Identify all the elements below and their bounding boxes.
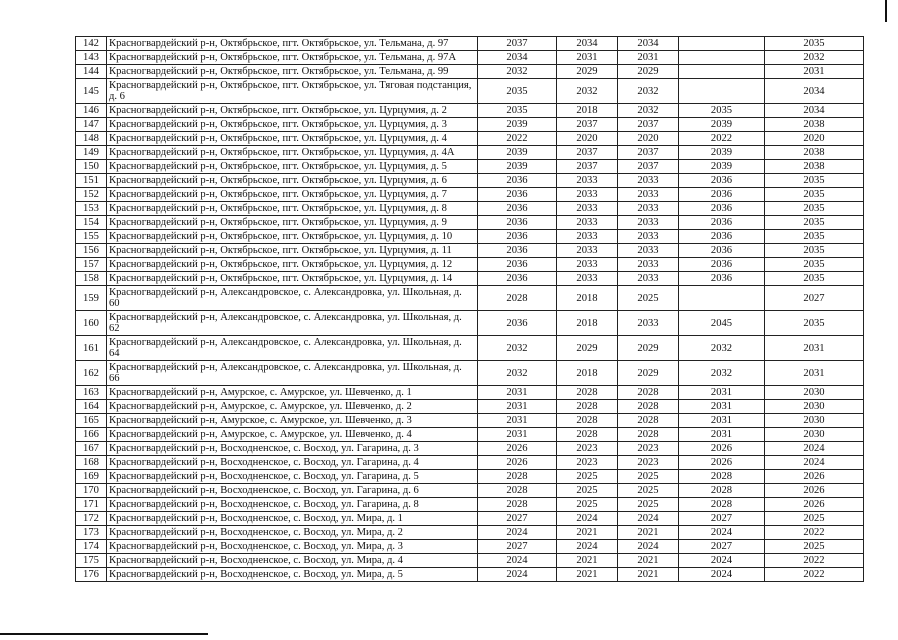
page-edge-line — [885, 0, 887, 22]
row-number: 162 — [76, 361, 107, 386]
year-col-4: 2036 — [679, 174, 765, 188]
row-number: 153 — [76, 202, 107, 216]
year-col-1: 2028 — [478, 498, 557, 512]
row-number: 157 — [76, 258, 107, 272]
year-col-4: 2036 — [679, 258, 765, 272]
row-number: 170 — [76, 484, 107, 498]
address-cell: Красногвардейский р-н, Александровское, с. Александровка, ул. Школьная, д. 60 — [107, 286, 478, 311]
year-col-1: 2026 — [478, 442, 557, 456]
year-col-2: 2028 — [557, 400, 618, 414]
year-col-3: 2037 — [618, 146, 679, 160]
year-col-2: 2037 — [557, 146, 618, 160]
row-number: 144 — [76, 65, 107, 79]
year-col-5: 2022 — [765, 554, 864, 568]
year-col-4: 2028 — [679, 470, 765, 484]
year-col-1: 2036 — [478, 202, 557, 216]
table-row — [76, 79, 864, 104]
year-col-2: 2025 — [557, 484, 618, 498]
year-col-1: 2032 — [478, 336, 557, 361]
year-col-5: 2031 — [765, 336, 864, 361]
year-col-4: 2022 — [679, 132, 765, 146]
address-cell: Красногвардейский р-н, Амурское, с. Амурское, ул. Шевченко, д. 4 — [107, 428, 478, 442]
row-number: 173 — [76, 526, 107, 540]
year-col-3: 2023 — [618, 456, 679, 470]
row-number: 168 — [76, 456, 107, 470]
buildings-schedule-table — [75, 36, 864, 582]
row-number: 147 — [76, 118, 107, 132]
year-col-5: 2035 — [765, 216, 864, 230]
year-col-5: 2032 — [765, 51, 864, 65]
address-cell: Красногвардейский р-н, Октябрьское, пгт. Октябрьское, ул. Цурцумия, д. 12 — [107, 258, 478, 272]
year-col-4 — [679, 286, 765, 311]
year-col-1: 2027 — [478, 540, 557, 554]
year-col-4 — [679, 65, 765, 79]
table-row — [76, 512, 864, 526]
year-col-3: 2025 — [618, 498, 679, 512]
year-col-2: 2021 — [557, 554, 618, 568]
address-cell: Красногвардейский р-н, Октябрьское, пгт. Октябрьское, ул. Цурцумия, д. 4 — [107, 132, 478, 146]
table-row — [76, 51, 864, 65]
year-col-5: 2035 — [765, 311, 864, 336]
year-col-2: 2034 — [557, 37, 618, 51]
table-row — [76, 258, 864, 272]
footer-rule — [0, 633, 208, 635]
row-number: 156 — [76, 244, 107, 258]
year-col-2: 2018 — [557, 286, 618, 311]
year-col-2: 2018 — [557, 311, 618, 336]
year-col-1: 2039 — [478, 146, 557, 160]
year-col-1: 2036 — [478, 174, 557, 188]
year-col-4: 2032 — [679, 361, 765, 386]
year-col-1: 2028 — [478, 484, 557, 498]
year-col-4: 2039 — [679, 118, 765, 132]
year-col-1: 2035 — [478, 104, 557, 118]
table-row — [76, 244, 864, 258]
table-row — [76, 470, 864, 484]
year-col-2: 2033 — [557, 230, 618, 244]
year-col-4: 2024 — [679, 526, 765, 540]
row-number: 171 — [76, 498, 107, 512]
year-col-2: 2020 — [557, 132, 618, 146]
table-row — [76, 442, 864, 456]
address-cell: Красногвардейский р-н, Октябрьское, пгт. Октябрьское, ул. Цурцумия, д. 6 — [107, 174, 478, 188]
year-col-1: 2037 — [478, 37, 557, 51]
year-col-4: 2036 — [679, 230, 765, 244]
year-col-5: 2030 — [765, 414, 864, 428]
year-col-2: 2033 — [557, 188, 618, 202]
table-row — [76, 526, 864, 540]
year-col-3: 2024 — [618, 512, 679, 526]
year-col-3: 2033 — [618, 188, 679, 202]
year-col-1: 2028 — [478, 470, 557, 484]
year-col-1: 2036 — [478, 216, 557, 230]
year-col-3: 2033 — [618, 174, 679, 188]
year-col-1: 2024 — [478, 526, 557, 540]
table-row — [76, 37, 864, 51]
year-col-5: 2031 — [765, 65, 864, 79]
year-col-2: 2025 — [557, 498, 618, 512]
address-cell: Красногвардейский р-н, Октябрьское, пгт. Октябрьское, ул. Цурцумия, д. 2 — [107, 104, 478, 118]
table-row — [76, 568, 864, 582]
table-row — [76, 174, 864, 188]
address-cell: Красногвардейский р-н, Октябрьское, пгт. Октябрьское, ул. Тяговая подстанция, д. 6 — [107, 79, 478, 104]
year-col-5: 2035 — [765, 230, 864, 244]
year-col-1: 2027 — [478, 512, 557, 526]
year-col-1: 2031 — [478, 414, 557, 428]
address-cell: Красногвардейский р-н, Восходненское, с. Восход, ул. Мира, д. 2 — [107, 526, 478, 540]
address-cell: Красногвардейский р-н, Восходненское, с. Восход, ул. Мира, д. 5 — [107, 568, 478, 582]
year-col-3: 2032 — [618, 104, 679, 118]
year-col-5: 2022 — [765, 526, 864, 540]
year-col-3: 2034 — [618, 37, 679, 51]
year-col-4: 2035 — [679, 104, 765, 118]
year-col-5: 2030 — [765, 386, 864, 400]
row-number: 154 — [76, 216, 107, 230]
year-col-5: 2035 — [765, 258, 864, 272]
row-number: 148 — [76, 132, 107, 146]
address-cell: Красногвардейский р-н, Восходненское, с. Восход, ул. Гагарина, д. 5 — [107, 470, 478, 484]
table-row — [76, 160, 864, 174]
year-col-4: 2031 — [679, 414, 765, 428]
year-col-4: 2036 — [679, 188, 765, 202]
year-col-2: 2028 — [557, 414, 618, 428]
year-col-3: 2033 — [618, 311, 679, 336]
year-col-5: 2038 — [765, 160, 864, 174]
year-col-1: 2022 — [478, 132, 557, 146]
year-col-2: 2028 — [557, 428, 618, 442]
year-col-4: 2028 — [679, 484, 765, 498]
year-col-1: 2036 — [478, 230, 557, 244]
year-col-2: 2033 — [557, 244, 618, 258]
address-cell: Красногвардейский р-н, Октябрьское, пгт. Октябрьское, ул. Цурцумия, д. 3 — [107, 118, 478, 132]
table-row — [76, 146, 864, 160]
year-col-3: 2025 — [618, 470, 679, 484]
year-col-4: 2032 — [679, 336, 765, 361]
table-row — [76, 202, 864, 216]
year-col-1: 2028 — [478, 286, 557, 311]
year-col-5: 2024 — [765, 442, 864, 456]
year-col-3: 2020 — [618, 132, 679, 146]
address-cell: Красногвардейский р-н, Александровское, с. Александровка, ул. Школьная, д. 64 — [107, 336, 478, 361]
year-col-3: 2029 — [618, 65, 679, 79]
year-col-1: 2031 — [478, 428, 557, 442]
year-col-3: 2021 — [618, 568, 679, 582]
year-col-5: 2034 — [765, 79, 864, 104]
year-col-3: 2033 — [618, 202, 679, 216]
year-col-3: 2021 — [618, 554, 679, 568]
row-number: 152 — [76, 188, 107, 202]
year-col-2: 2021 — [557, 526, 618, 540]
row-number: 169 — [76, 470, 107, 484]
table-row — [76, 428, 864, 442]
row-number: 155 — [76, 230, 107, 244]
year-col-3: 2033 — [618, 230, 679, 244]
row-number: 143 — [76, 51, 107, 65]
year-col-2: 2037 — [557, 118, 618, 132]
address-cell: Красногвардейский р-н, Октябрьское, пгт. Октябрьское, ул. Цурцумия, д. 11 — [107, 244, 478, 258]
address-cell: Красногвардейский р-н, Амурское, с. Амурское, ул. Шевченко, д. 3 — [107, 414, 478, 428]
year-col-2: 2029 — [557, 336, 618, 361]
year-col-3: 2029 — [618, 361, 679, 386]
year-col-5: 2027 — [765, 286, 864, 311]
year-col-1: 2024 — [478, 568, 557, 582]
year-col-2: 2032 — [557, 79, 618, 104]
year-col-2: 2021 — [557, 568, 618, 582]
table-row — [76, 286, 864, 311]
table-row — [76, 400, 864, 414]
year-col-5: 2026 — [765, 498, 864, 512]
year-col-4: 2036 — [679, 272, 765, 286]
row-number: 167 — [76, 442, 107, 456]
year-col-5: 2025 — [765, 512, 864, 526]
year-col-5: 2035 — [765, 272, 864, 286]
year-col-5: 2020 — [765, 132, 864, 146]
table-row — [76, 414, 864, 428]
table-row — [76, 104, 864, 118]
year-col-2: 2028 — [557, 386, 618, 400]
row-number: 175 — [76, 554, 107, 568]
year-col-5: 2031 — [765, 361, 864, 386]
table-row — [76, 230, 864, 244]
address-cell: Красногвардейский р-н, Октябрьское, пгт. Октябрьское, ул. Цурцумия, д. 14 — [107, 272, 478, 286]
year-col-1: 2035 — [478, 79, 557, 104]
row-number: 149 — [76, 146, 107, 160]
year-col-4: 2027 — [679, 512, 765, 526]
year-col-4: 2031 — [679, 386, 765, 400]
address-cell: Красногвардейский р-н, Октябрьское, пгт. Октябрьское, ул. Тельмана, д. 97 — [107, 37, 478, 51]
year-col-2: 2033 — [557, 216, 618, 230]
year-col-3: 2028 — [618, 428, 679, 442]
table-row — [76, 456, 864, 470]
year-col-5: 2034 — [765, 104, 864, 118]
address-cell: Красногвардейский р-н, Октябрьское, пгт. Октябрьское, ул. Цурцумия, д. 8 — [107, 202, 478, 216]
year-col-4: 2028 — [679, 498, 765, 512]
year-col-2: 2018 — [557, 104, 618, 118]
year-col-5: 2030 — [765, 428, 864, 442]
year-col-4 — [679, 37, 765, 51]
row-number: 176 — [76, 568, 107, 582]
address-cell: Красногвардейский р-н, Восходненское, с. Восход, ул. Гагарина, д. 6 — [107, 484, 478, 498]
year-col-5: 2038 — [765, 118, 864, 132]
table-row — [76, 311, 864, 336]
year-col-3: 2029 — [618, 336, 679, 361]
year-col-4 — [679, 79, 765, 104]
year-col-5: 2038 — [765, 146, 864, 160]
year-col-4: 2036 — [679, 216, 765, 230]
year-col-4: 2027 — [679, 540, 765, 554]
table-row — [76, 132, 864, 146]
address-cell: Красногвардейский р-н, Восходненское, с. Восход, ул. Гагарина, д. 3 — [107, 442, 478, 456]
row-number: 142 — [76, 37, 107, 51]
year-col-1: 2034 — [478, 51, 557, 65]
row-number: 145 — [76, 79, 107, 104]
year-col-1: 2032 — [478, 65, 557, 79]
year-col-2: 2033 — [557, 174, 618, 188]
table-row — [76, 216, 864, 230]
year-col-5: 2035 — [765, 202, 864, 216]
year-col-3: 2037 — [618, 160, 679, 174]
year-col-5: 2030 — [765, 400, 864, 414]
address-cell: Красногвардейский р-н, Александровское, с. Александровка, ул. Школьная, д. 62 — [107, 311, 478, 336]
year-col-3: 2033 — [618, 244, 679, 258]
address-cell: Красногвардейский р-н, Восходненское, с. Восход, ул. Мира, д. 1 — [107, 512, 478, 526]
year-col-2: 2023 — [557, 456, 618, 470]
year-col-2: 2033 — [557, 202, 618, 216]
year-col-4: 2036 — [679, 244, 765, 258]
year-col-4: 2039 — [679, 160, 765, 174]
year-col-3: 2024 — [618, 540, 679, 554]
year-col-5: 2035 — [765, 188, 864, 202]
address-cell: Красногвардейский р-н, Октябрьское, пгт. Октябрьское, ул. Цурцумия, д. 7 — [107, 188, 478, 202]
year-col-2: 2025 — [557, 470, 618, 484]
table-row — [76, 554, 864, 568]
table-row — [76, 65, 864, 79]
year-col-5: 2025 — [765, 540, 864, 554]
address-cell: Красногвардейский р-н, Октябрьское, пгт. Октябрьское, ул. Цурцумия, д. 5 — [107, 160, 478, 174]
year-col-1: 2031 — [478, 400, 557, 414]
address-cell: Красногвардейский р-н, Октябрьское, пгт. Октябрьское, ул. Цурцумия, д. 10 — [107, 230, 478, 244]
year-col-4: 2024 — [679, 554, 765, 568]
address-cell: Красногвардейский р-н, Октябрьское, пгт. Октябрьское, ул. Тельмана, д. 97А — [107, 51, 478, 65]
year-col-3: 2037 — [618, 118, 679, 132]
row-number: 172 — [76, 512, 107, 526]
row-number: 146 — [76, 104, 107, 118]
table-row — [76, 188, 864, 202]
year-col-5: 2035 — [765, 37, 864, 51]
year-col-4: 2031 — [679, 400, 765, 414]
row-number: 164 — [76, 400, 107, 414]
year-col-3: 2028 — [618, 386, 679, 400]
address-cell: Красногвардейский р-н, Октябрьское, пгт. Октябрьское, ул. Цурцумия, д. 9 — [107, 216, 478, 230]
address-cell: Красногвардейский р-н, Восходненское, с. Восход, ул. Гагарина, д. 4 — [107, 456, 478, 470]
year-col-3: 2021 — [618, 526, 679, 540]
year-col-1: 2036 — [478, 258, 557, 272]
year-col-1: 2036 — [478, 244, 557, 258]
address-cell: Красногвардейский р-н, Восходненское, с. Восход, ул. Гагарина, д. 8 — [107, 498, 478, 512]
year-col-4 — [679, 51, 765, 65]
table-row — [76, 386, 864, 400]
year-col-3: 2033 — [618, 258, 679, 272]
year-col-5: 2035 — [765, 244, 864, 258]
row-number: 174 — [76, 540, 107, 554]
year-col-2: 2033 — [557, 272, 618, 286]
year-col-2: 2018 — [557, 361, 618, 386]
year-col-4: 2036 — [679, 202, 765, 216]
address-cell: Красногвардейский р-н, Октябрьское, пгт. Октябрьское, ул. Цурцумия, д. 4А — [107, 146, 478, 160]
row-number: 166 — [76, 428, 107, 442]
row-number: 159 — [76, 286, 107, 311]
year-col-5: 2022 — [765, 568, 864, 582]
year-col-4: 2026 — [679, 456, 765, 470]
year-col-3: 2033 — [618, 216, 679, 230]
year-col-2: 2023 — [557, 442, 618, 456]
year-col-2: 2033 — [557, 258, 618, 272]
row-number: 160 — [76, 311, 107, 336]
table-row — [76, 484, 864, 498]
year-col-3: 2031 — [618, 51, 679, 65]
row-number: 165 — [76, 414, 107, 428]
year-col-3: 2025 — [618, 484, 679, 498]
row-number: 151 — [76, 174, 107, 188]
year-col-2: 2024 — [557, 512, 618, 526]
address-cell: Красногвардейский р-н, Восходненское, с. Восход, ул. Мира, д. 4 — [107, 554, 478, 568]
year-col-1: 2039 — [478, 118, 557, 132]
table-row — [76, 336, 864, 361]
year-col-4: 2024 — [679, 568, 765, 582]
year-col-5: 2024 — [765, 456, 864, 470]
table-row — [76, 498, 864, 512]
year-col-5: 2026 — [765, 484, 864, 498]
year-col-3: 2028 — [618, 414, 679, 428]
year-col-5: 2035 — [765, 174, 864, 188]
address-cell: Красногвардейский р-н, Александровское, с. Александровка, ул. Школьная, д. 66 — [107, 361, 478, 386]
address-cell: Красногвардейский р-н, Октябрьское, пгт. Октябрьское, ул. Тельмана, д. 99 — [107, 65, 478, 79]
table-body — [76, 37, 864, 582]
year-col-3: 2023 — [618, 442, 679, 456]
year-col-3: 2028 — [618, 400, 679, 414]
row-number: 150 — [76, 160, 107, 174]
year-col-1: 2024 — [478, 554, 557, 568]
table-row — [76, 540, 864, 554]
year-col-1: 2036 — [478, 311, 557, 336]
year-col-3: 2032 — [618, 79, 679, 104]
year-col-1: 2026 — [478, 456, 557, 470]
table-row — [76, 361, 864, 386]
address-cell: Красногвардейский р-н, Амурское, с. Амурское, ул. Шевченко, д. 2 — [107, 400, 478, 414]
year-col-2: 2029 — [557, 65, 618, 79]
year-col-2: 2037 — [557, 160, 618, 174]
table-row — [76, 272, 864, 286]
year-col-5: 2026 — [765, 470, 864, 484]
row-number: 161 — [76, 336, 107, 361]
address-cell: Красногвардейский р-н, Восходненское, с. Восход, ул. Мира, д. 3 — [107, 540, 478, 554]
address-cell: Красногвардейский р-н, Амурское, с. Амурское, ул. Шевченко, д. 1 — [107, 386, 478, 400]
table-row — [76, 118, 864, 132]
year-col-3: 2025 — [618, 286, 679, 311]
row-number: 158 — [76, 272, 107, 286]
year-col-1: 2031 — [478, 386, 557, 400]
year-col-4: 2031 — [679, 428, 765, 442]
year-col-1: 2036 — [478, 272, 557, 286]
year-col-4: 2039 — [679, 146, 765, 160]
year-col-1: 2032 — [478, 361, 557, 386]
year-col-4: 2026 — [679, 442, 765, 456]
row-number: 163 — [76, 386, 107, 400]
year-col-1: 2036 — [478, 188, 557, 202]
year-col-4: 2045 — [679, 311, 765, 336]
year-col-3: 2033 — [618, 272, 679, 286]
year-col-1: 2039 — [478, 160, 557, 174]
year-col-2: 2031 — [557, 51, 618, 65]
year-col-2: 2024 — [557, 540, 618, 554]
